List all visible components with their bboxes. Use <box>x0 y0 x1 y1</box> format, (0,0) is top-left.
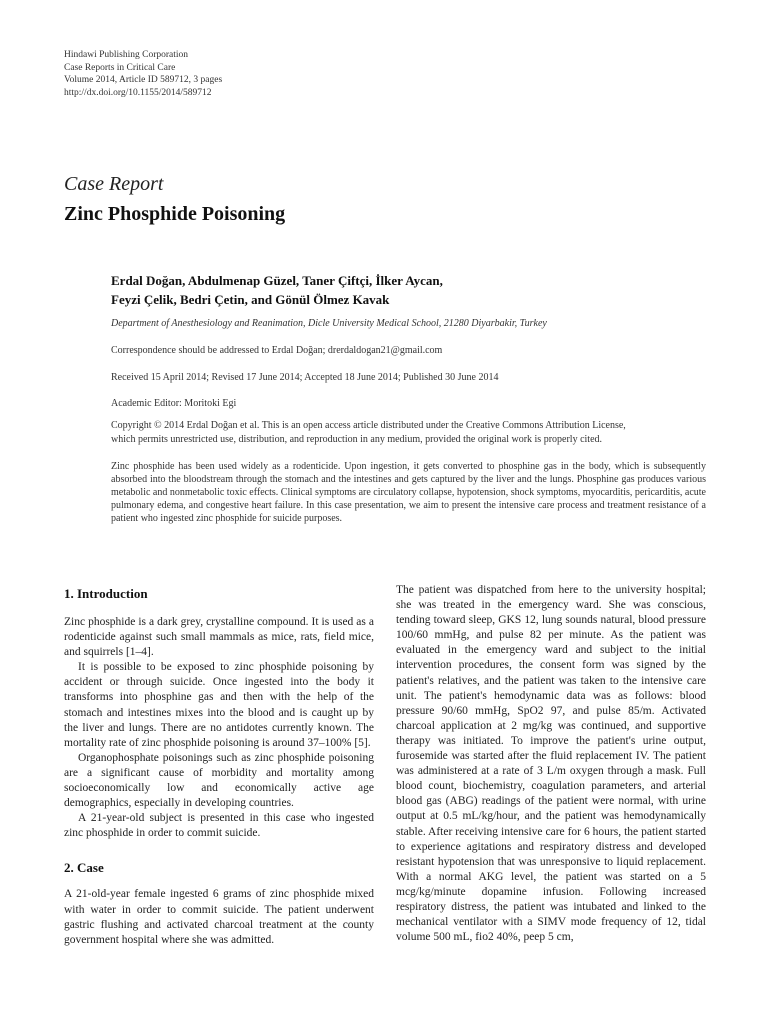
authors-line: Erdal Doğan, Abdulmenap Güzel, Taner Çiftçi, İlker Aycan, <box>111 273 443 288</box>
left-column <box>64 583 374 948</box>
journal-info <box>64 49 222 99</box>
section-heading-case: 2. Case <box>64 860 104 876</box>
paragraph: A 21-year-old subject is presented in this case who ingested zinc phosphide in order to commit suicide. <box>64 812 374 840</box>
copyright-notice <box>111 419 706 447</box>
paragraph: Organophosphate poisonings such as zinc phosphide poisoning are a significant cause of morbidity and mortality among socioeconomically low and economically active age demographics, especially in developing countries. <box>64 751 374 810</box>
copyright-line: Copyright © 2014 Erdal Doğan et al. This is an open access article distributed under the Creative Commons Attribution License, <box>111 420 626 431</box>
journal-name: Case Reports in Critical Care <box>64 62 176 73</box>
correspondence: Correspondence should be addressed to Erdal Doğan; drerdaldogan21@gmail.com <box>111 345 443 356</box>
authors-line: Feyzi Çelik, Bedri Çetin, and Gönül Ölmez Kavak <box>111 292 390 307</box>
publisher-name: Hindawi Publishing Corporation <box>64 50 189 60</box>
author-list <box>111 271 706 309</box>
section-heading-introduction: 1. Introduction <box>64 586 148 601</box>
article-type: Case Report <box>64 173 164 195</box>
copyright-line: which permits unrestricted use, distribution, and reproduction in any medium, provided the original work is properly cited. <box>111 434 603 445</box>
paragraph: Zinc phosphide is a dark grey, crystalline compound. It is used as a rodenticide against such small mammals as mice, rats, field mice, and squirrels [1–4]. <box>64 616 374 659</box>
paragraph: A 21-old-year female ingested 6 grams of zinc phosphide mixed with water in order to commit suicide. The patient underwent gastric flushing and activated charcoal treatment at the county government hospital where she was admitted. <box>64 888 374 946</box>
affiliation: Department of Anesthesiology and Reanimation, Dicle University Medical School, 21280 Diyarbakir, Turkey <box>111 318 547 329</box>
doi-link[interactable]: http://dx.doi.org/10.1155/2014/589712 <box>64 87 212 98</box>
right-column <box>396 583 706 945</box>
volume-info: Volume 2014, Article ID 589712, 3 pages <box>64 75 223 85</box>
academic-editor: Academic Editor: Moritoki Egi <box>111 398 237 409</box>
article-title: Zinc Phosphide Poisoning <box>64 203 286 225</box>
paragraph: The patient was dispatched from here to the university hospital; she was treated in the emergency ward. She was conscious, tending toward sleep, GKS 12, lung sounds natural, blood pressure 100/60 mmHg, and pulse 82 per minute. As the patient was evaluated in the emergency ward and subject to the initial intervention procedures, the consent form was signed by the patient's relatives, and the patient was taken to the intensive care unit. The patient's hemodynamic data was as follows: blood pressure 90/60 mmHg, SpO2 97, and pulse 85/m. Activated charcoal application at 2 mg/kg was continued, and supportive therapy was initiated. To improve the patient's urine output, furosemide was started after the fluid replacement IV. The patient was administered at a rate of 3 L/m oxygen through a mask. Full blood count, biochemistry, coagulation parameters, and arterial blood gas (ABG) readings of the patient were normal, with urine output at 0.5 mL/kg/hour, and the patient was hemodynamically stable. After receiving intensive care for 6 hours, the patient started to experience agitations and respiratory distress and developed resistant hypotension that was unresponsive to liquid replacement. With a normal AKG level, the patient was started on a 5 mcg/kg/minute dopamine infusion. Following increased respiratory distress, the patient was intubated and linked to the mechanical ventilator with a SIMV mode frequency of 12, tidal volume 500 mL, fio2 40%, peep 5 cm, <box>396 584 706 944</box>
publication-dates: Received 15 April 2014; Revised 17 June 2014; Accepted 18 June 2014; Published 30 June 2014 <box>111 372 499 383</box>
paragraph: It is possible to be exposed to zinc phosphide poisoning by accident or through suicide. Once ingested into the body it transforms into phosphine gas and then with the help of the stomach and intestines mixes into the blood and is caught up by the liver and lungs. There are no antidotes currently known. The mortality rate of zinc phosphide poisoning is around 37–100% [5]. <box>64 661 374 749</box>
abstract: Zinc phosphide has been used widely as a rodenticide. Upon ingestion, it gets converted to phosphine gas in the body, which is subsequently absorbed into the bloodstream through the stomach and the intestines and gets captured by the liver and the lungs. Phosphine gas produces various metabolic and nonmetabolic toxic effects. Clinical symptoms are circulatory collapse, hypotension, shock symptoms, myocarditis, pericarditis, acute pulmonary edema, and congestive heart failure. In this case presentation, we aim to present the intensive care process and treatment resistance of a patient who ingested zinc phosphide for suicide purposes. <box>111 461 706 525</box>
